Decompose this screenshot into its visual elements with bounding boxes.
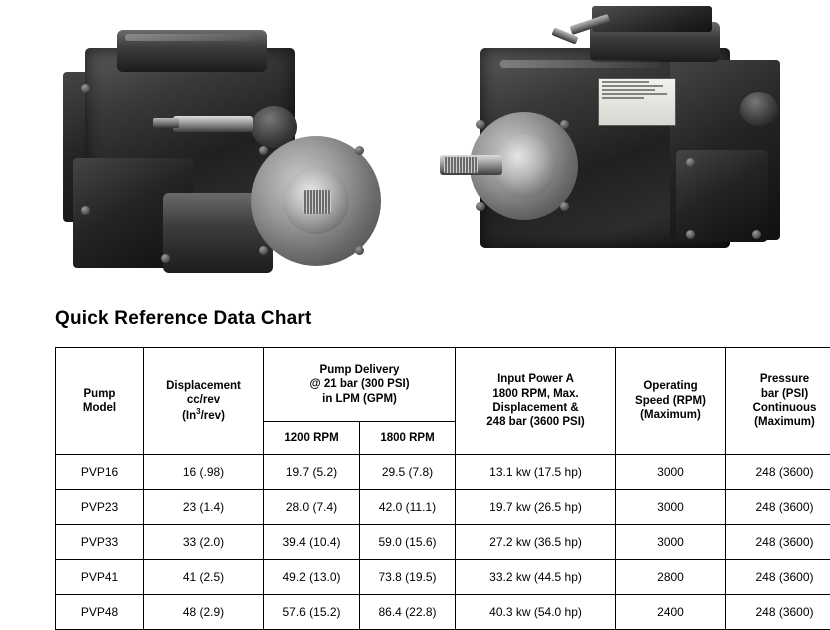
cell-delivery-1200: 49.2 (13.0) (264, 560, 360, 595)
header-displacement-line1: Displacement (146, 379, 261, 393)
page-title: Quick Reference Data Chart (55, 308, 312, 330)
header-pressure-line1: Pressure (728, 372, 830, 386)
header-pump-delivery-line2: @ 21 bar (300 PSI) (266, 377, 453, 391)
header-pressure-line4: (Maximum) (728, 415, 830, 429)
pump-right-bolt (752, 230, 761, 239)
cell-displacement: 23 (1.4) (144, 490, 264, 525)
pump-left-bolt (355, 146, 364, 155)
table-row (56, 525, 830, 560)
header-operating-speed-line2: Speed (RPM) (618, 394, 723, 408)
header-input-power-line2: 1800 RPM, Max. (458, 387, 613, 401)
cell-displacement: 33 (2.0) (144, 525, 264, 560)
cell-input-power: 33.2 kw (44.5 hp) (456, 560, 616, 595)
header-pressure-line2: bar (PSI) (728, 387, 830, 401)
cell-delivery-1800: 42.0 (11.1) (360, 490, 456, 525)
pump-right-body-highlight (500, 60, 660, 68)
cell-speed: 3000 (616, 525, 726, 560)
pump-right-bolt (560, 202, 569, 211)
cell-pressure: 248 (3600) (726, 455, 830, 490)
header-input-power (456, 348, 616, 455)
cell-delivery-1200: 39.4 (10.4) (264, 525, 360, 560)
header-pressure-line3: Continuous (728, 401, 830, 415)
header-input-power-line1: Input Power A (458, 372, 613, 386)
cell-model: PVP41 (56, 560, 144, 595)
cell-delivery-1800: 73.8 (19.5) (360, 560, 456, 595)
quick-reference-data-table (55, 347, 830, 630)
cell-model: PVP33 (56, 525, 144, 560)
pump-photo-left (55, 18, 395, 288)
header-displacement-unit-pre: (In (182, 410, 196, 422)
cell-delivery-1800: 29.5 (7.8) (360, 455, 456, 490)
cell-input-power: 13.1 kw (17.5 hp) (456, 455, 616, 490)
product-photo-area (0, 0, 830, 295)
pump-right-bolt (476, 120, 485, 129)
header-pump-delivery-line3: in LPM (GPM) (266, 392, 453, 406)
cell-displacement: 48 (2.9) (144, 595, 264, 630)
cell-speed: 2800 (616, 560, 726, 595)
pump-left-spline-shaft (303, 190, 331, 214)
header-operating-speed (616, 348, 726, 455)
header-pump-delivery (264, 348, 456, 422)
pump-left-bolt (161, 254, 170, 263)
pump-left-bolt (81, 206, 90, 215)
cell-delivery-1200: 57.6 (15.2) (264, 595, 360, 630)
header-displacement-line3 (146, 407, 261, 423)
table-row (56, 595, 830, 630)
cell-delivery-1800: 59.0 (15.6) (360, 525, 456, 560)
table-header (56, 348, 830, 455)
cell-delivery-1200: 19.7 (5.2) (264, 455, 360, 490)
header-displacement-unit-post: /rev) (201, 410, 225, 422)
pump-right-control-valve (592, 6, 712, 32)
header-pump-delivery-line1: Pump Delivery (266, 363, 453, 377)
cell-speed: 3000 (616, 455, 726, 490)
table-row (56, 560, 830, 595)
pump-right-bolt (560, 120, 569, 129)
cell-delivery-1200: 28.0 (7.4) (264, 490, 360, 525)
pump-left-adjuster (153, 118, 179, 128)
header-input-power-line3: Displacement & (458, 401, 613, 415)
pump-left-bolt (81, 84, 90, 93)
header-rpm-1200: 1200 RPM (264, 422, 360, 455)
cell-speed: 3000 (616, 490, 726, 525)
pump-right-bolt (686, 230, 695, 239)
table-header-row-1 (56, 348, 830, 422)
cell-pressure: 248 (3600) (726, 525, 830, 560)
pump-left-bolt (259, 246, 268, 255)
pump-right-port (740, 92, 778, 126)
table-body (56, 455, 830, 630)
header-input-power-line4: 248 bar (3600 PSI) (458, 415, 613, 429)
cell-speed: 2400 (616, 595, 726, 630)
cell-displacement: 41 (2.5) (144, 560, 264, 595)
header-displacement (144, 348, 264, 455)
cell-pressure: 248 (3600) (726, 490, 830, 525)
cell-pressure: 248 (3600) (726, 560, 830, 595)
cell-input-power: 19.7 kw (26.5 hp) (456, 490, 616, 525)
pump-left-control-shaft (173, 116, 253, 132)
header-displacement-line2: cc/rev (146, 393, 261, 407)
cell-input-power: 27.2 kw (36.5 hp) (456, 525, 616, 560)
cell-displacement: 16 (.98) (144, 455, 264, 490)
cell-input-power: 40.3 kw (54.0 hp) (456, 595, 616, 630)
pump-right-spline-shaft (444, 157, 478, 173)
pump-left-bolt (259, 146, 268, 155)
pump-right-bolt (686, 158, 695, 167)
cell-model: PVP48 (56, 595, 144, 630)
cell-delivery-1800: 86.4 (22.8) (360, 595, 456, 630)
header-rpm-1800: 1800 RPM (360, 422, 456, 455)
cell-model: PVP16 (56, 455, 144, 490)
header-operating-speed-line1: Operating (618, 379, 723, 393)
header-pump-model-line2: Model (58, 401, 141, 415)
pump-right-nameplate (598, 78, 676, 126)
header-pump-model-line1: Pump (58, 387, 141, 401)
pump-left-top-highlight (125, 34, 255, 41)
header-pump-model (56, 348, 144, 455)
table-row (56, 455, 830, 490)
header-operating-speed-line3: (Maximum) (618, 408, 723, 422)
header-pressure (726, 348, 830, 455)
pump-right-bolt (476, 202, 485, 211)
header-displacement-unit-sup: 3 (196, 407, 200, 416)
pump-photo-right (440, 0, 800, 290)
cell-model: PVP23 (56, 490, 144, 525)
cell-pressure: 248 (3600) (726, 595, 830, 630)
pump-left-bolt (355, 246, 364, 255)
table-row (56, 490, 830, 525)
